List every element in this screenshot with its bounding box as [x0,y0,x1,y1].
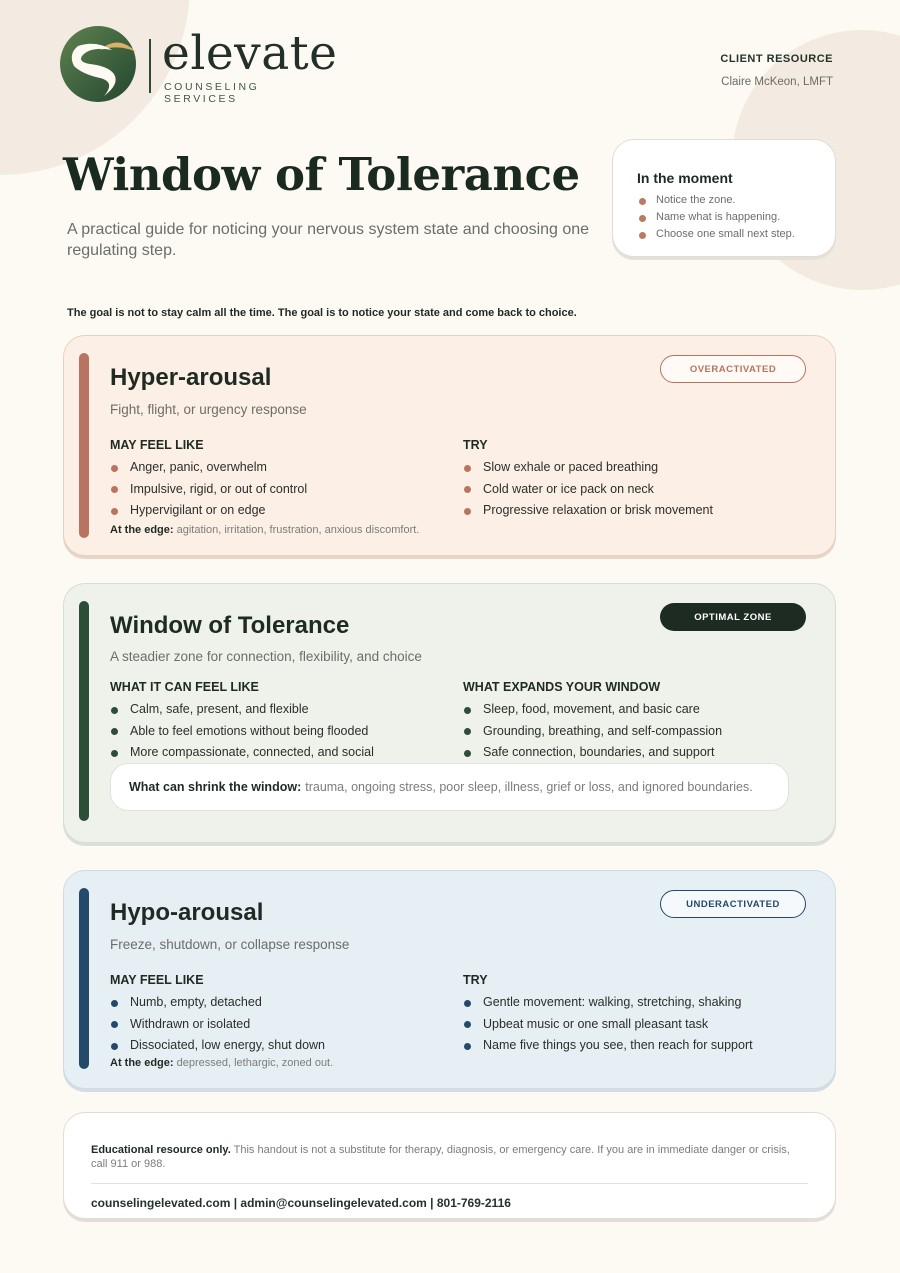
zone-accent-bar [79,353,89,538]
zone-accent-bar [79,601,89,821]
zone-card-hyper-arousal [63,335,836,556]
clinician-name: Claire McKeon, LMFT [721,76,833,88]
disclaimer-text: This handout is not a substitute for therapy, diagnosis, or emergency care. If you are in immediate danger or crisis, call 911 or 988. [91,1144,790,1170]
zone-description: Freeze, shutdown, or collapse response [110,937,350,952]
list-item: Cold water or ice pack on neck [463,482,793,497]
list-item: Name five things you see, then reach for support [463,1038,793,1053]
edge-label: At the edge: [110,524,174,536]
list-item: Upbeat music or one small pleasant task [463,1017,793,1032]
list-item: Gentle movement: walking, stretching, shaking [463,995,793,1010]
list-item: More compassionate, connected, and social [110,745,440,760]
column-heading: WHAT IT CAN FEEL LIKE [110,680,259,694]
in-the-moment-card [612,139,836,257]
column-heading: MAY FEEL LIKE [110,973,204,987]
edge-note [110,1057,333,1069]
list-item: Hypervigilant or on edge [110,503,440,518]
list-item: Withdrawn or isolated [110,1017,440,1032]
zone-badge: UNDERACTIVATED [660,890,806,918]
zone-description: A steadier zone for connection, flexibility, and choice [110,649,422,664]
list-item: Sleep, food, movement, and basic care [463,702,793,717]
page-subtitle: A practical guide for noticing your nervous system state and choosing one regulating step. [67,221,590,259]
disclaimer-label: Educational resource only. [91,1144,231,1156]
contact-info: counselingelevated.com | admin@counselingelevated.com | 801-769-2116 [91,1196,511,1210]
list-item: Safe connection, boundaries, and support [463,745,793,760]
zone-title: Hypo-arousal [110,899,264,926]
shrink-text: trauma, ongoing stress, poor sleep, illness, grief or loss, and ignored boundaries. [305,780,753,794]
edge-text: depressed, lethargic, zoned out. [176,1057,334,1069]
header-meta [720,53,833,88]
feel-column [110,438,440,525]
expands-column [463,680,793,767]
moment-list [637,194,835,241]
zone-description: Fight, flight, or urgency response [110,402,307,417]
list-item: Numb, empty, detached [110,995,440,1010]
feel-column [110,680,440,767]
list-item: Anger, panic, overwhelm [110,460,440,475]
zone-title: Window of Tolerance [110,612,350,639]
list-item: Able to feel emotions without being flooded [110,724,440,739]
disclaimer [91,1143,808,1171]
footer-card [63,1112,836,1219]
moment-title: In the moment [637,170,733,186]
resource-label: CLIENT RESOURCE [720,53,833,65]
logo-wordmark: elevate [162,26,338,81]
zone-accent-bar [79,888,89,1069]
page-title: Window of Tolerance [63,148,580,201]
list-item: Progressive relaxation or brisk movement [463,503,793,518]
list-item: Slow exhale or paced breathing [463,460,793,475]
list-item: Impulsive, rigid, or out of control [110,482,440,497]
edge-text: agitation, irritation, frustration, anxious discomfort. [176,524,420,536]
goal-statement: The goal is not to stay calm all the time. The goal is to notice your state and come back to choice. [67,307,577,319]
shrink-label: What can shrink the window: [129,780,302,794]
zone-card-hypo-arousal [63,870,836,1089]
try-column [463,438,793,525]
edge-label: At the edge: [110,1057,174,1069]
zone-title: Hyper-arousal [110,364,272,391]
list-item: Calm, safe, present, and flexible [110,702,440,717]
logo-mountain-river-icon [60,24,138,104]
moment-step: Name what is happening. [637,211,835,224]
footer-divider [91,1183,808,1184]
column-heading: WHAT EXPANDS YOUR WINDOW [463,680,661,694]
shrink-window-note [110,763,789,811]
feel-column [110,973,440,1060]
edge-note [110,524,419,536]
column-heading: MAY FEEL LIKE [110,438,204,452]
column-heading: TRY [463,973,488,987]
logo-tagline: COUNSELING SERVICES [164,81,260,105]
list-item: Grounding, breathing, and self-compassion [463,724,793,739]
column-heading: TRY [463,438,488,452]
try-column [463,973,793,1060]
moment-step: Choose one small next step. [637,228,835,241]
moment-step: Notice the zone. [637,194,835,207]
brand-logo [60,24,338,108]
logo-divider [149,39,151,93]
zone-card-window-of-tolerance [63,583,836,843]
list-item: Dissociated, low energy, shut down [110,1038,440,1053]
zone-badge: OVERACTIVATED [660,355,806,383]
zone-badge: OPTIMAL ZONE [660,603,806,631]
